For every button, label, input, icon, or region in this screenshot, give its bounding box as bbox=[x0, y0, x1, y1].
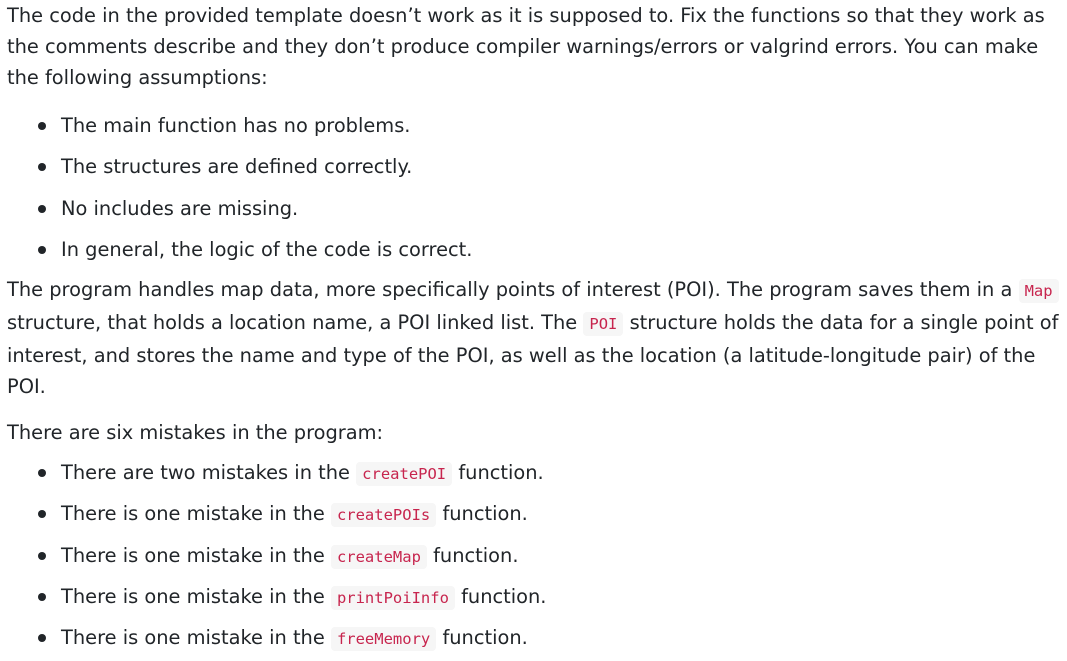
code-map: Map bbox=[1019, 279, 1059, 303]
list-item bbox=[7, 229, 1067, 270]
mistake-post: function. bbox=[442, 502, 528, 526]
list-item bbox=[7, 617, 1067, 658]
bullet-icon bbox=[38, 552, 46, 560]
code-function-name: createPOIs bbox=[331, 503, 436, 527]
code-function-name: createPOI bbox=[356, 462, 452, 486]
code-function-name: createMap bbox=[331, 545, 427, 569]
list-item-text: The main function has no problems. bbox=[61, 114, 411, 137]
mistake-pre: There are two mistakes in the bbox=[61, 461, 350, 485]
list-item bbox=[7, 535, 1067, 576]
bullet-icon bbox=[38, 205, 46, 213]
list-item-text: The structures are defined correctly. bbox=[61, 155, 413, 179]
assumptions-list bbox=[7, 105, 1067, 270]
list-item bbox=[7, 452, 1067, 493]
list-item bbox=[7, 105, 1067, 146]
mistake-pre: There is one mistake in the bbox=[61, 502, 325, 526]
mistake-post: function. bbox=[458, 461, 544, 485]
bullet-icon bbox=[38, 634, 46, 642]
mistake-pre: There is one mistake in the bbox=[61, 585, 325, 609]
mistake-pre: There is one mistake in the bbox=[61, 626, 325, 650]
bullet-icon bbox=[38, 163, 46, 171]
bullet-icon bbox=[38, 122, 46, 130]
list-item bbox=[7, 576, 1067, 617]
mistake-post: function. bbox=[461, 585, 547, 609]
code-poi: POI bbox=[583, 312, 623, 336]
bullet-icon bbox=[38, 593, 46, 601]
bullet-icon bbox=[38, 510, 46, 518]
bullet-icon bbox=[38, 246, 46, 254]
list-item-text: In general, the logic of the code is correct. bbox=[61, 237, 473, 261]
mistakes-list bbox=[7, 452, 1067, 658]
list-item-text: No includes are missing. bbox=[61, 196, 299, 220]
list-item bbox=[7, 493, 1067, 534]
list-item bbox=[7, 146, 1067, 187]
mistake-post: function. bbox=[442, 626, 528, 650]
program-text-2: structure, that holds a location name, a POI linked list. The bbox=[7, 311, 578, 335]
intro-paragraph: The code in the provided template doesn’t work as it is supposed to. Fix the functions so that they work as the comments describe and they don’t produce compiler warnings/errors or valgrind errors. You can make the following assumptions: bbox=[7, 4, 1045, 89]
bullet-icon bbox=[38, 469, 46, 477]
program-text-1: The program handles map data, more specifically points of interest (POI). The program saves them in a bbox=[7, 278, 1013, 302]
program-paragraph bbox=[7, 274, 1063, 402]
code-function-name: freeMemory bbox=[331, 627, 436, 651]
code-function-name: printPoiInfo bbox=[331, 586, 455, 610]
mistake-pre: There is one mistake in the bbox=[61, 543, 325, 567]
mistake-post: function. bbox=[433, 543, 519, 567]
list-item bbox=[7, 188, 1067, 229]
program-text-3: structure holds the data for a single point of interest, and stores the name and type of the POI, as well as the location (a latitude-longitude pair) of the POI. bbox=[7, 311, 1059, 399]
mistakes-intro: There are six mistakes in the program: bbox=[7, 421, 384, 445]
